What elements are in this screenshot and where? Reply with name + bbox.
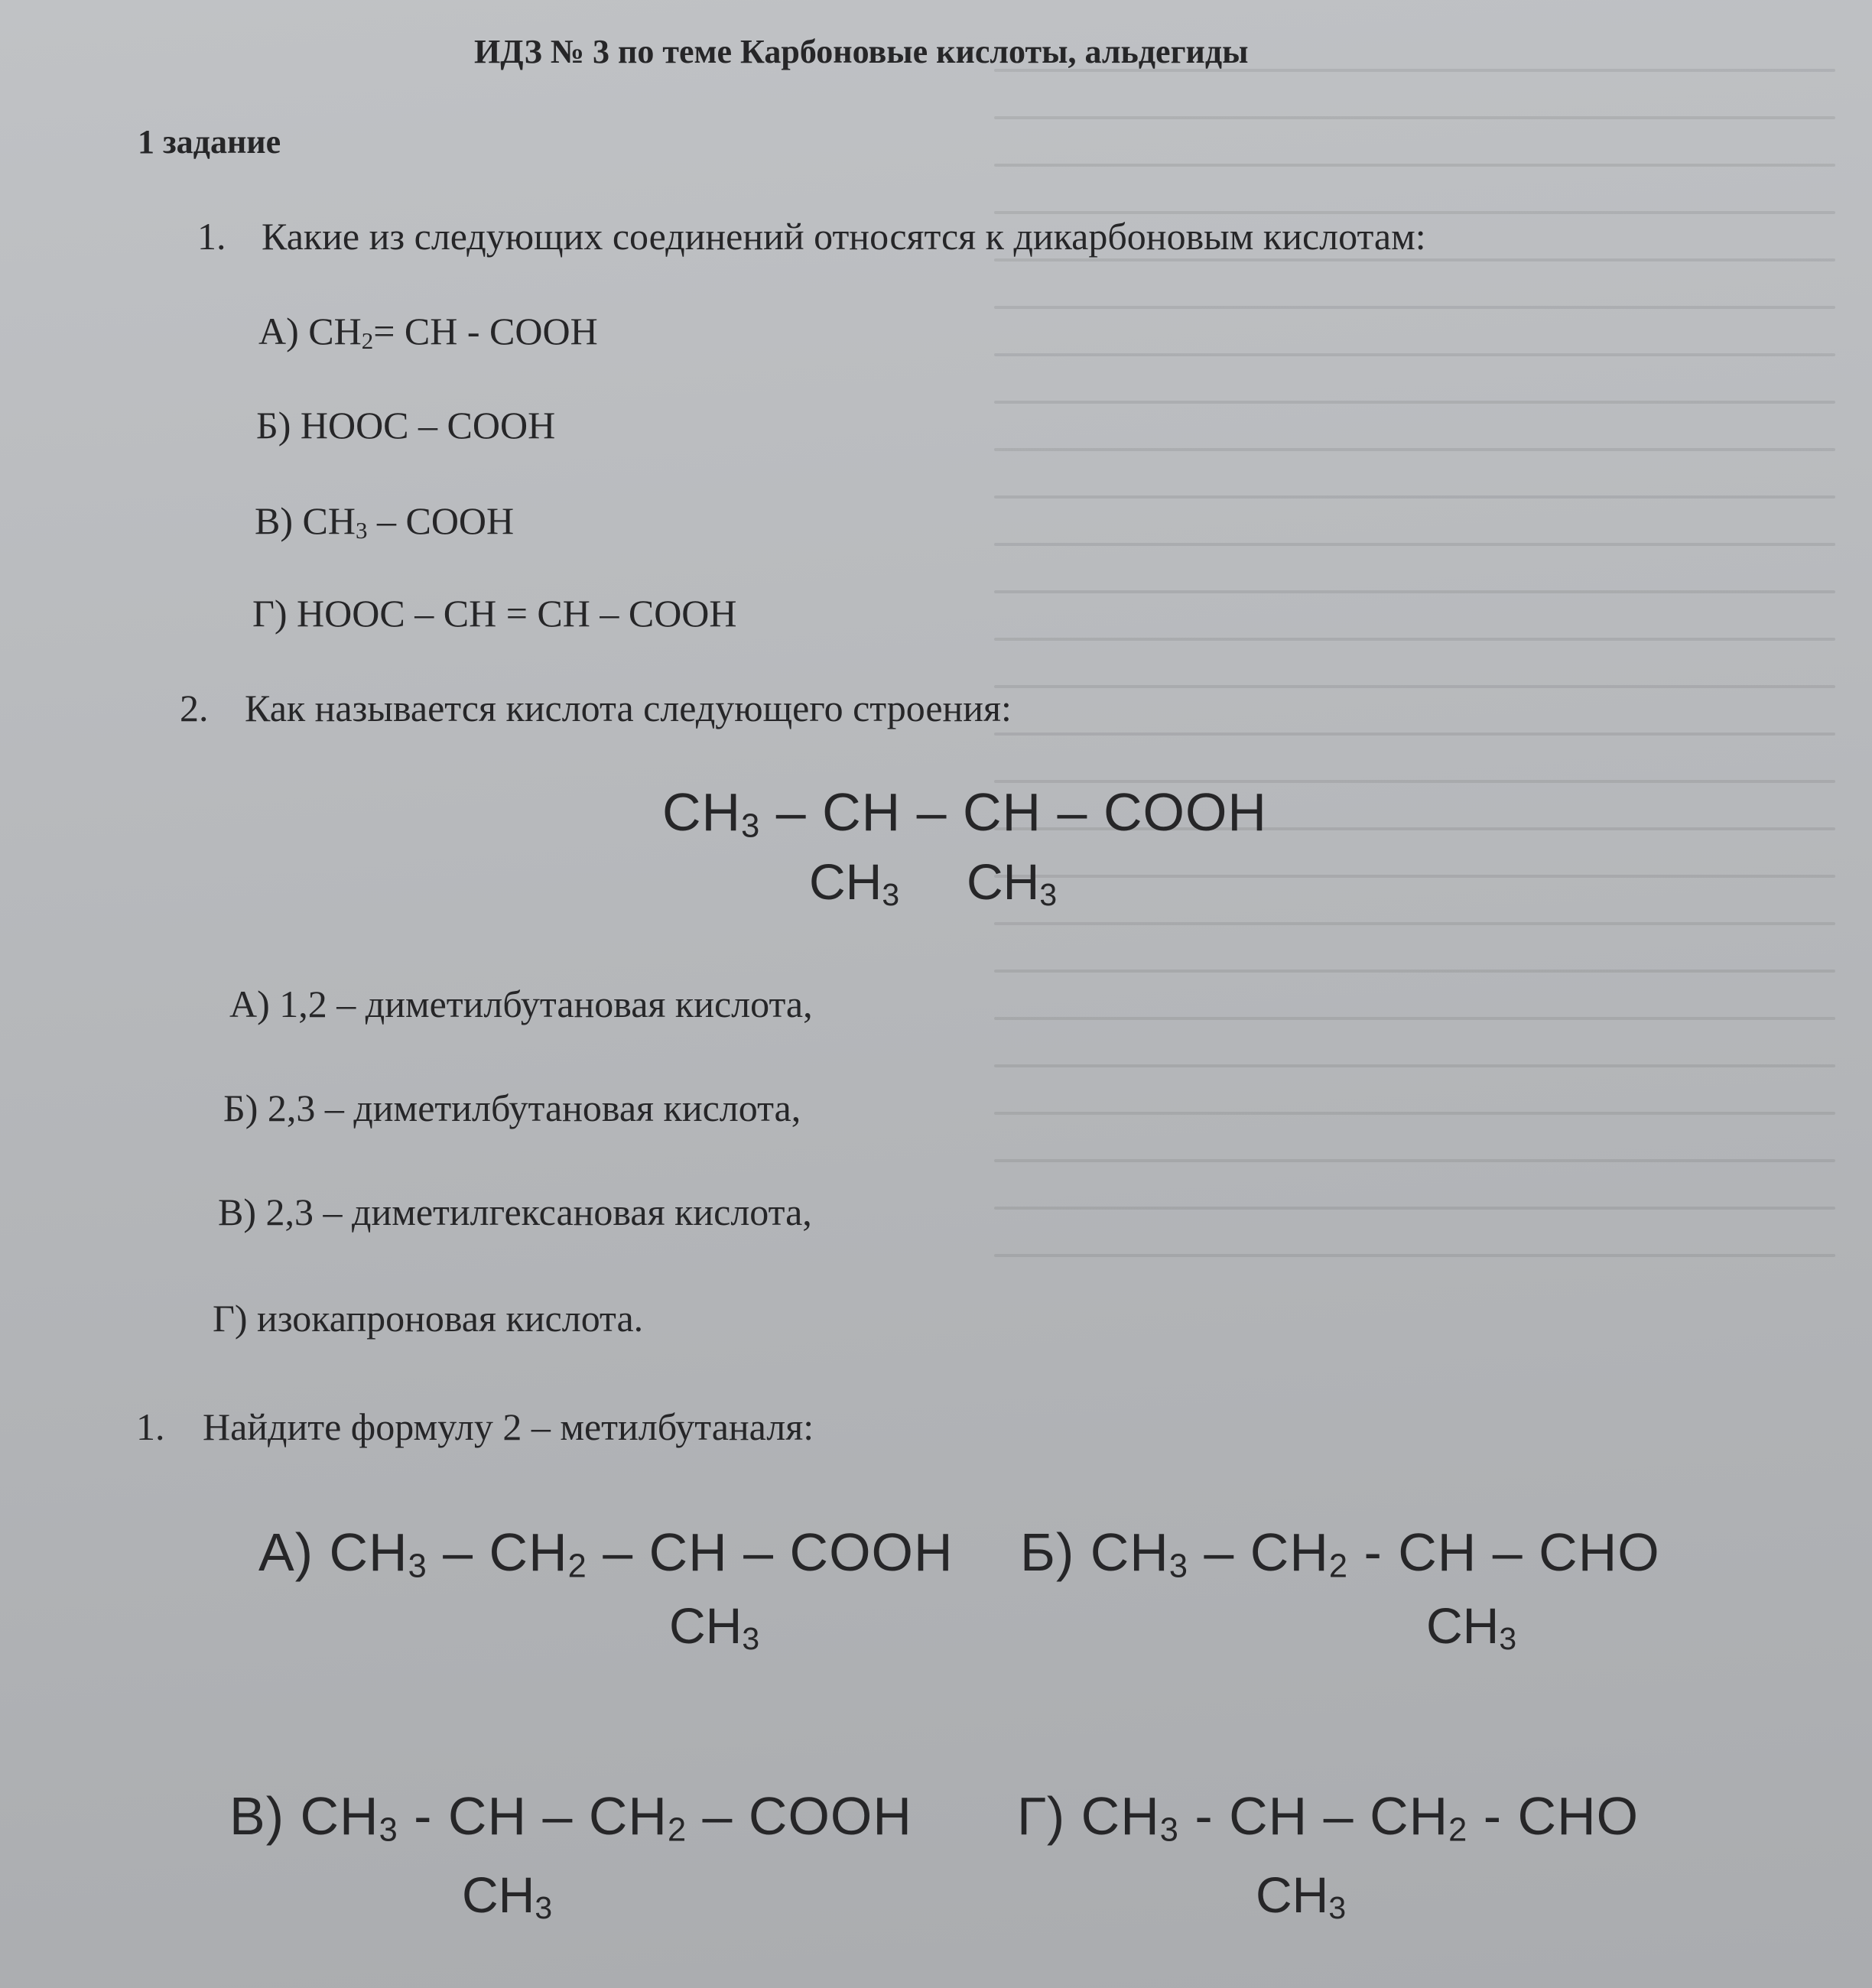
- question-3-option-c: В) $CH_3$ - CH – $CH_2$ – COOH: [229, 1786, 912, 1849]
- question-3-number: 1.: [136, 1405, 165, 1448]
- question-2-formula-branch-1: $CH_3$: [809, 853, 900, 913]
- question-3-option-b: Б) $CH_3 - CH_2$ - CH – CHO: [1020, 1522, 1660, 1585]
- question-3-text: Найдите формулу 2 – метилбутаналя:: [203, 1405, 814, 1448]
- question-1-text: Какие из следующих соединений относятся к дикарбоновым кислотам:: [262, 215, 1426, 258]
- section-heading: 1 задание: [138, 123, 281, 161]
- question-3-option-c-branch: $CH_3$: [462, 1866, 553, 1926]
- question-3-option-b-branch: $CH_3$: [1426, 1597, 1517, 1657]
- document-title: ИДЗ № 3 по теме Карбоновые кислоты, альдегиды: [474, 33, 1249, 70]
- question-1-option-c: В) $CH_3$ – COOH: [255, 499, 515, 544]
- question-1-option-d: Г) HOOC – CH = CH – COOH: [252, 592, 737, 635]
- question-3-option-a: А) $CH_3 - CH_2$ – CH – COOH: [258, 1522, 954, 1585]
- question-2-text: Как называется кислота следующего строения:: [245, 687, 1012, 729]
- question-2-formula-branch-2: $CH_3$: [967, 853, 1058, 913]
- question-2-option-d: Г) изокапроновая кислота.: [213, 1297, 644, 1340]
- question-3-option-d: Г) $CH_3$ - CH – $CH_2$ - CHO: [1017, 1786, 1640, 1849]
- question-2-option-a: А) 1,2 – диметилбутановая кислота,: [229, 983, 813, 1025]
- question-1-option-b: Б) HOOC – COOH: [256, 404, 556, 447]
- question-2-formula-main: $CH_3$ – CH – CH – COOH: [662, 782, 1267, 845]
- question-1-option-a: А) $CH_2=$ CH - COOH: [258, 310, 598, 355]
- question-3-option-a-branch: $CH_3$: [669, 1597, 760, 1657]
- question-2-option-c: В) 2,3 – диметилгексановая кислота,: [218, 1191, 812, 1233]
- question-3-option-d-branch: $CH_3$: [1256, 1866, 1347, 1926]
- question-2-number: 2.: [180, 687, 209, 729]
- question-2-option-b: Б) 2,3 – диметилбутановая кислота,: [223, 1087, 801, 1129]
- question-1-number: 1.: [197, 215, 226, 258]
